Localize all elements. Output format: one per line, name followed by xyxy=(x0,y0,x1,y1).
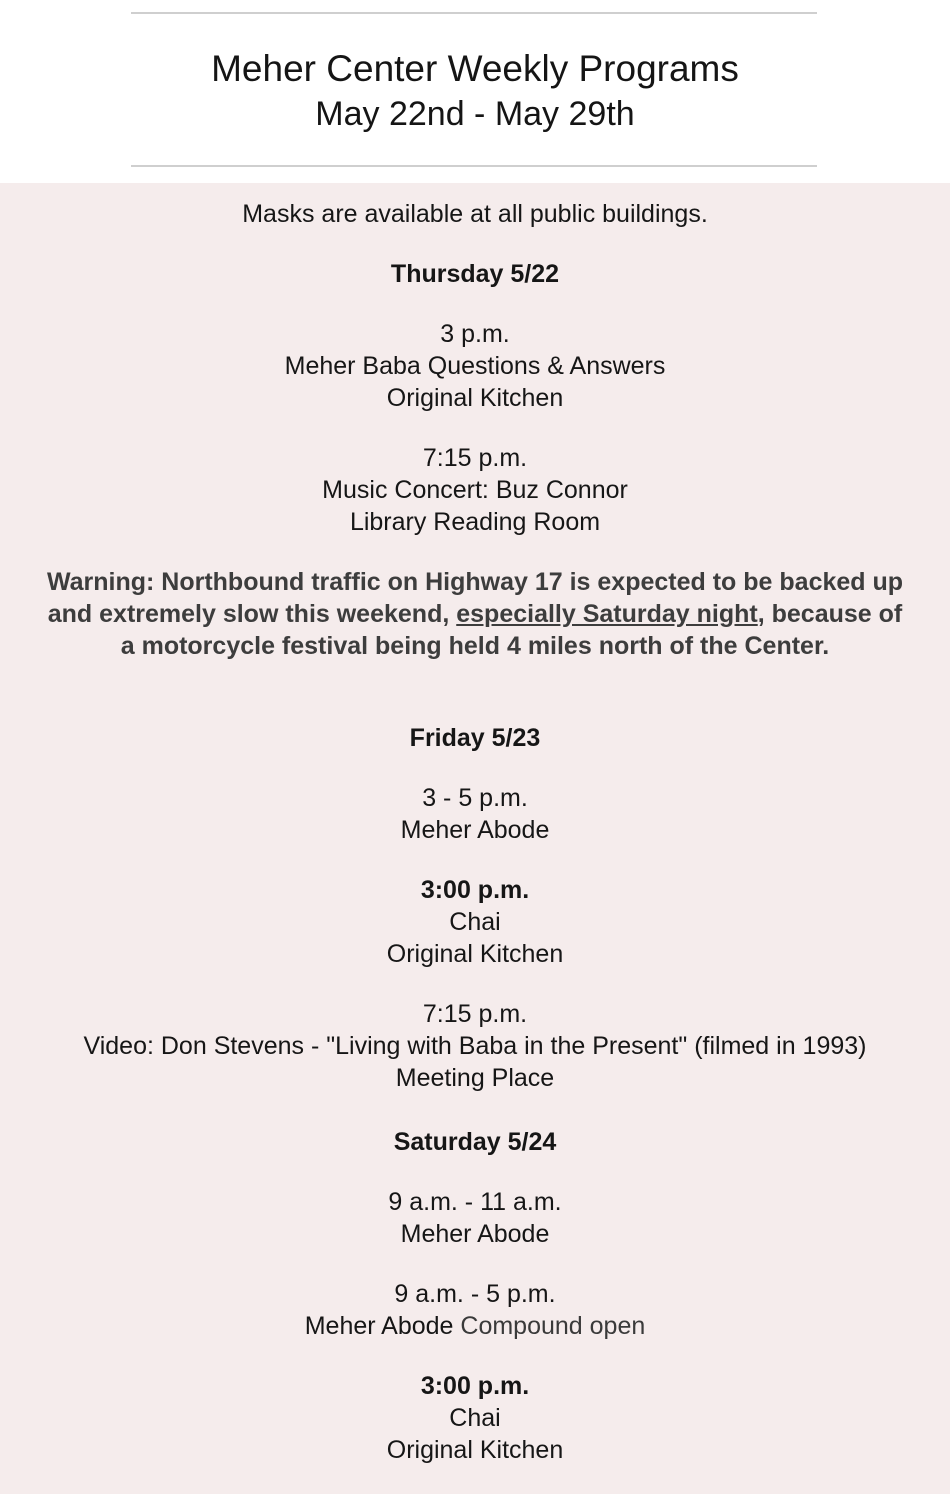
event-time: 7:15 p.m. xyxy=(422,1000,528,1028)
event-time: 7:15 p.m. xyxy=(422,444,528,472)
event-location: Meher Abode xyxy=(400,816,550,844)
event-time: 3:00 p.m. xyxy=(420,876,530,904)
event-location: Original Kitchen xyxy=(386,1436,564,1464)
day-heading-thursday: Thursday 5/22 xyxy=(390,260,560,288)
event-location: Original Kitchen xyxy=(386,940,564,968)
event-location: Meher Abode xyxy=(400,1220,550,1248)
warning-emphasis: especially Saturday night xyxy=(456,600,758,628)
event-location: Meher Abode xyxy=(304,1312,454,1340)
day-heading-saturday: Saturday 5/24 xyxy=(393,1128,557,1156)
traffic-warning xyxy=(40,566,910,662)
event-time: 3 p.m. xyxy=(440,320,510,348)
top-divider xyxy=(131,12,817,14)
event-time: 9 a.m. - 5 p.m. xyxy=(394,1280,556,1308)
event-location-line xyxy=(0,1310,950,1342)
event-time: 9 a.m. - 11 a.m. xyxy=(388,1188,562,1216)
event-title: Compound open xyxy=(460,1312,646,1340)
program-schedule xyxy=(0,183,950,1494)
page-title: Meher Center Weekly Programs xyxy=(211,48,739,89)
event-location: Library Reading Room xyxy=(349,508,601,536)
event-time: 3 - 5 p.m. xyxy=(422,784,528,812)
warning-text: Warning: Northbound traffic on Highway 17 is expected to be backed up and extremely slow this weekend, xyxy=(46,568,904,628)
event-time: 3:00 p.m. xyxy=(420,1372,530,1400)
event-title: Chai xyxy=(449,908,501,936)
event-title: Video: Don Stevens - "Living with Baba in the Present" (filmed in 1993) xyxy=(83,1032,867,1060)
event-location: Original Kitchen xyxy=(386,384,564,412)
masks-notice: Masks are available at all public buildings. xyxy=(242,200,708,228)
event-title: Music Concert: Buz Connor xyxy=(322,476,628,504)
date-range: May 22nd - May 29th xyxy=(315,95,635,133)
bottom-divider xyxy=(131,165,817,167)
event-title: Meher Baba Questions & Answers xyxy=(284,352,666,380)
warning-text-end: , because of a motorcycle festival being held 4 miles north of the Center. xyxy=(120,600,903,660)
day-heading-friday: Friday 5/23 xyxy=(409,724,541,752)
header xyxy=(0,0,950,183)
event-location: Meeting Place xyxy=(395,1064,555,1092)
event-title: Chai xyxy=(449,1404,501,1432)
